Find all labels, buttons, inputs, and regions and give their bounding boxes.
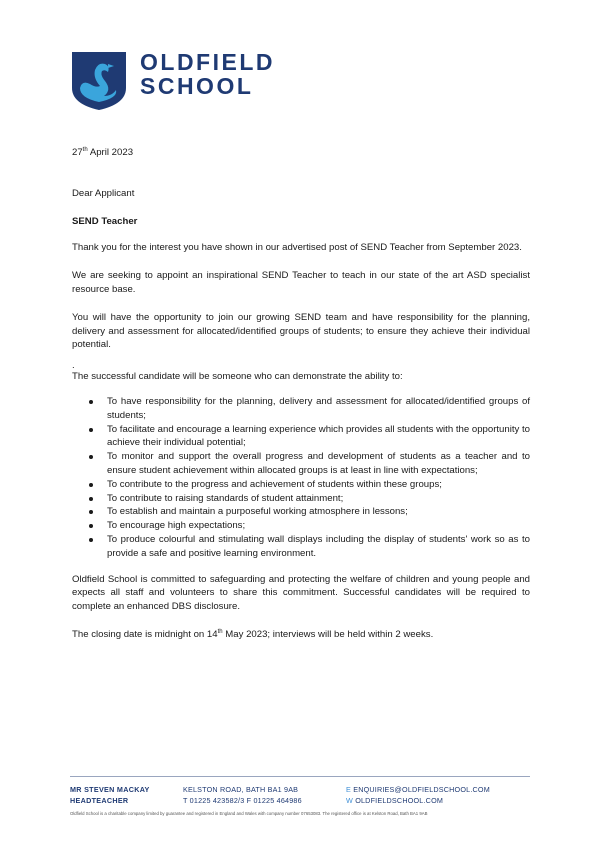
- paragraph-opportunity: You will have the opportunity to join our growing SEND team and have responsibility for the planning, delivery and assessment for allocated/identified groups of students; to ensure they achieve their individual potential.: [72, 311, 530, 351]
- duties-intro: The successful candidate will be someone who can demonstrate the ability to:: [72, 371, 403, 383]
- letter-date: 27th April 2023: [72, 146, 134, 158]
- headteacher-name: MR STEVEN MACKAY: [70, 785, 150, 794]
- list-item: To contribute to raising standards of student attainment;: [107, 492, 530, 506]
- swan-crest-icon: [70, 50, 128, 112]
- letter-subject: SEND Teacher: [72, 215, 138, 227]
- website-link[interactable]: W OLDFIELDSCHOOL.COM: [346, 796, 444, 805]
- list-item: To contribute to the progress and achievement of students within these groups;: [107, 478, 530, 492]
- list-item: To facilitate and encourage a learning experience which provides all students with the opportunity to achieve their individual potential;: [107, 423, 530, 449]
- footer-headteacher: [70, 784, 150, 806]
- footer-contact: [346, 784, 490, 806]
- school-name-line2: SCHOOL: [140, 73, 254, 99]
- legal-notice: Oldfield School is a charitable company limited by guarantee and registered in England and Wales with company number 07653083. The registered office is at Kelston Road, Bath BA1 9AB: [70, 811, 428, 816]
- list-item: To monitor and support the overall progress and development of students as a teacher and to ensure student achievement within allocated groups is at least in line with expectations;: [107, 451, 530, 476]
- list-item: To have responsibility for the planning, delivery and assessment for allocated/identified groups of students;: [107, 395, 530, 421]
- school-name: [140, 50, 275, 98]
- paragraph-closing-date: The closing date is midnight on 14th May 2023; interviews will be held within 2 weeks.: [72, 628, 434, 640]
- email-link[interactable]: E ENQUIRIES@OLDFIELDSCHOOL.COM: [346, 785, 490, 794]
- paragraph-safeguarding: Oldfield School is committed to safeguarding and protecting the welfare of children and young people and expects all staff and volunteers to share this commitment. Successful candidates will be required to complete an enhanced DBS disclosure.: [72, 573, 530, 613]
- footer-divider: [70, 776, 530, 777]
- list-item: To encourage high expectations;: [107, 519, 530, 533]
- paragraph-seeking: We are seeking to appoint an inspirational SEND Teacher to teach in our state of the art ASD specialist resource base.: [72, 270, 530, 295]
- phone-numbers: T 01225 423582/3 F 01225 464986: [183, 796, 302, 805]
- headteacher-title: HEADTEACHER: [70, 796, 129, 805]
- salutation: Dear Applicant: [72, 187, 135, 199]
- paragraph-thanks: Thank you for the interest you have shown in our advertised post of SEND Teacher from September 2023.: [72, 242, 522, 254]
- duties-list: [72, 395, 530, 561]
- stray-dot: .: [72, 360, 75, 372]
- school-name-line1: OLDFIELD: [140, 49, 275, 75]
- school-logo: [70, 50, 275, 112]
- list-item: To establish and maintain a purposeful working atmosphere in lessons;: [107, 505, 530, 519]
- footer-address: [183, 784, 302, 806]
- school-address: KELSTON ROAD, BATH BA1 9AB: [183, 785, 299, 794]
- letter-body: [72, 146, 530, 642]
- list-item: To produce colourful and stimulating wall displays including the display of students' work so as to provide a safe and positive learning environment.: [107, 533, 530, 559]
